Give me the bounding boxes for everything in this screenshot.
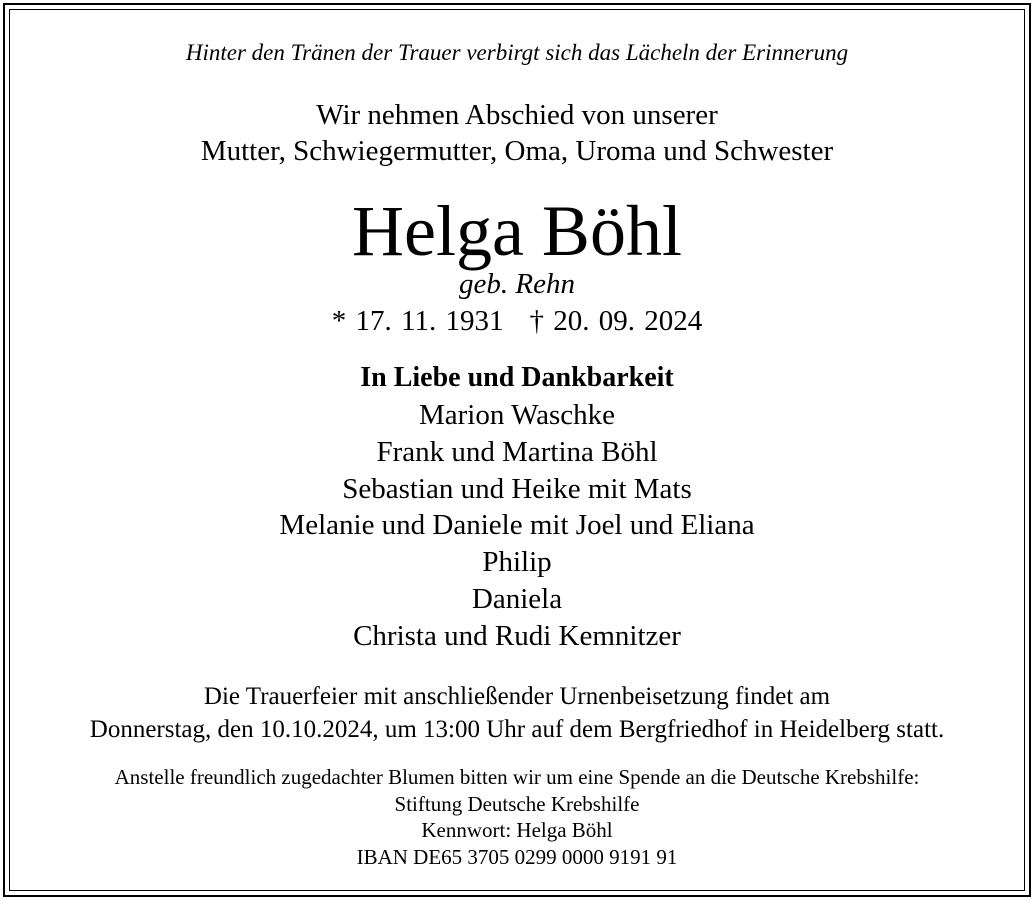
mourner-name: Christa und Rudi Kemnitzer [353, 620, 681, 652]
donation-text: Kennwort: Helga Böhl [421, 818, 613, 842]
ceremony-text: Donnerstag, den 10.10.2024, um 13:00 Uhr auf dem Bergfriedhof in Heidelberg statt. [89, 716, 945, 743]
intro-line: Mutter, Schwiegermutter, Oma, Uroma und Schwester [200, 135, 834, 167]
mourner-name: Philip [482, 546, 552, 578]
ceremony-text: Die Trauerfeier mit anschließender Urnenbeisetzung findet am [203, 683, 831, 710]
mourners-heading: In Liebe und Dankbarkeit [360, 362, 674, 393]
death-date: † 20. 09. 2024 [529, 305, 703, 337]
mourner-name: Frank und Martina Böhl [376, 436, 658, 468]
deceased-name: Helga Böhl [352, 191, 682, 271]
iban-text: IBAN DE65 3705 0299 0000 9191 91 [356, 845, 678, 869]
birth-date: * 17. 11. 1931 [331, 305, 504, 337]
motto: Hinter den Tränen der Trauer verbirgt sich das Lächeln der Erinnerung [185, 40, 849, 65]
intro-line: Wir nehmen Abschied von unserer [316, 99, 718, 131]
donation-text: Stiftung Deutsche Krebshilfe [394, 792, 640, 816]
maiden-name: geb. Rehn [459, 268, 575, 300]
mourner-name: Marion Waschke [418, 399, 616, 431]
life-dates [0, 305, 1034, 338]
mourner-name: Daniela [471, 583, 563, 615]
donation-text: Anstelle freundlich zugedachter Blumen bitten wir um eine Spende an die Deutsche Krebshilfe: [114, 765, 920, 789]
mourner-name: Melanie und Daniele mit Joel und Eliana [279, 509, 755, 541]
mourner-name: Sebastian und Heike mit Mats [342, 473, 692, 505]
